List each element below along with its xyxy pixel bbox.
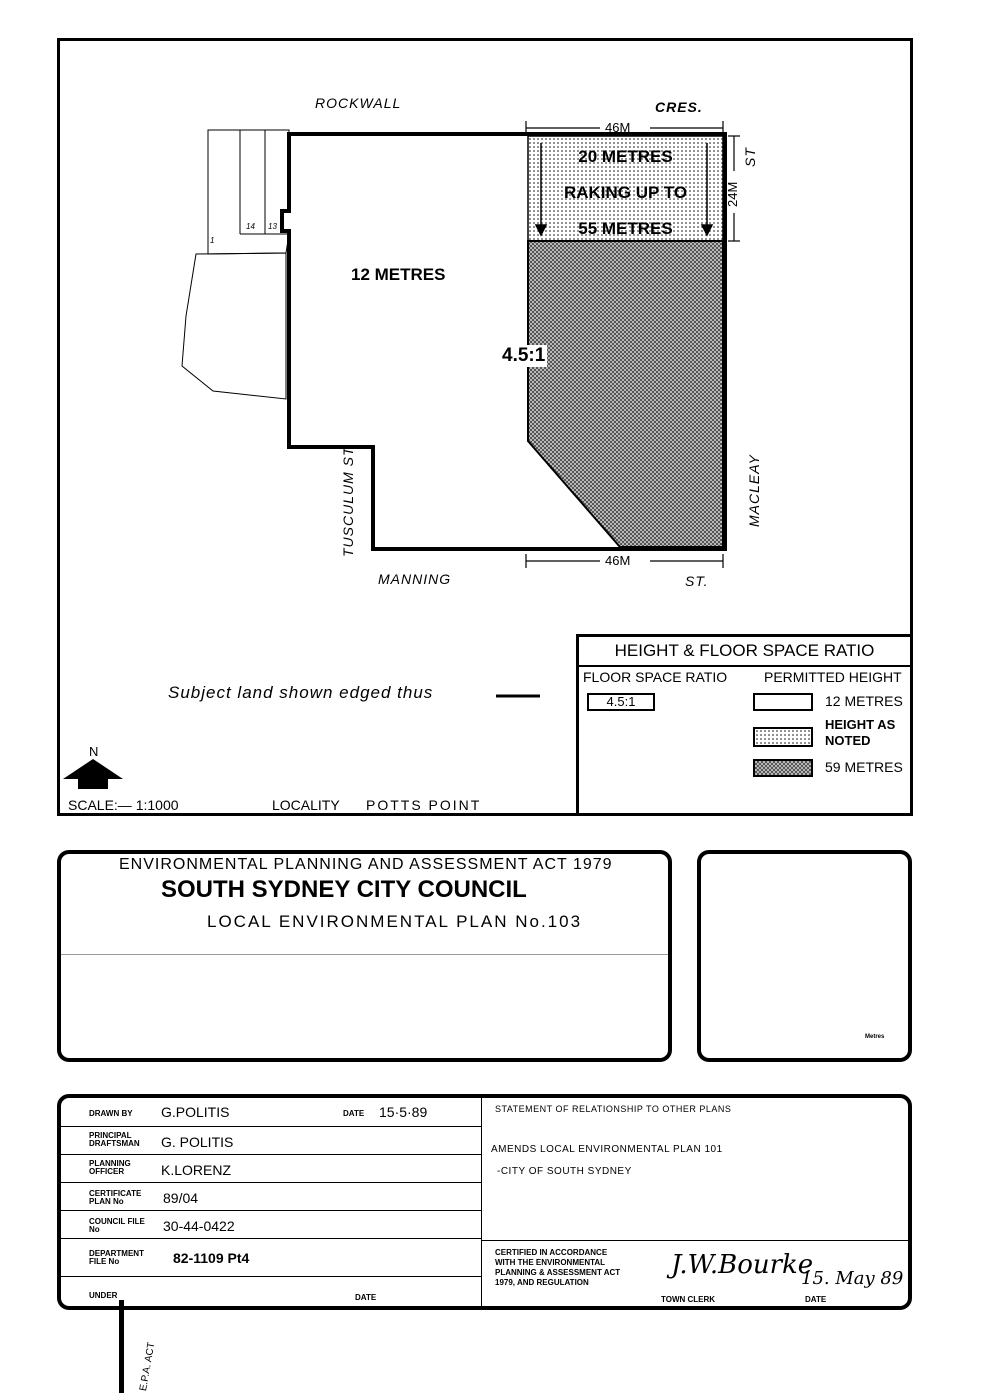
locality-value: POTTS POINT [366,797,482,813]
statement-line: -CITY OF SOUTH SYDNEY [497,1166,632,1177]
zone-12-label: 12 METRES [351,265,446,284]
planning-value: K.LORENZ [161,1162,232,1178]
row-planning [61,1154,481,1183]
legend [576,634,913,816]
legend-label: HEIGHT AS NOTED [825,717,896,748]
plan-divider [61,954,668,955]
street-cres: CRES. [655,99,703,115]
scale-label: SCALE:— 1:1000 [68,797,179,813]
principal-value: G. POLITIS [161,1134,234,1150]
legend-title: HEIGHT & FLOOR SPACE RATIO [579,637,910,667]
binding-mark [119,1300,124,1393]
zone-raking-line: 55 METRES [578,219,673,238]
legend-swatch-noted [753,727,813,747]
lot-number: 14 [246,222,255,231]
dimension-bottom: 46M [605,553,631,568]
certified-line: PLANNING & ASSESSMENT ACT [495,1268,621,1277]
row-council-file [61,1210,481,1239]
north-arrow-icon [63,759,123,789]
legend-swatch-59 [753,759,813,777]
legend-fsr-header: FLOOR SPACE RATIO [583,669,728,685]
street-tusculum: TUSCULUM ST [340,446,356,557]
cert-label: CERTIFICATE PLAN No [89,1189,142,1206]
certified-line: CERTIFIED IN ACCORDANCE [495,1248,608,1257]
epa-stamp: E.P.A. ACT [138,1341,158,1392]
plan-name: LOCAL ENVIRONMENTAL PLAN No.103 [207,912,583,931]
plan-title-panel [57,850,672,1062]
statement-line: AMENDS LOCAL ENVIRONMENTAL PLAN 101 [491,1144,723,1155]
statement-header: STATEMENT OF RELATIONSHIP TO OTHER PLANS [495,1104,732,1114]
row-dept-file [61,1238,481,1277]
street-rockwall: ROCKWALL [315,95,402,111]
certified-line: 1979, AND REGULATION [495,1278,589,1287]
street-st-right: ST [742,147,758,167]
legend-fsr-value: 4.5:1 [587,693,655,711]
planning-label: PLANNING OFFICER [89,1159,131,1176]
cert-value: 89/04 [163,1190,199,1206]
title-block-divider [481,1098,482,1306]
dimension-top: 46M [605,120,631,135]
legend-swatch-12 [753,693,813,711]
date-label: DATE [343,1109,365,1118]
lot-number: 13 [268,222,277,231]
date-value: 15·5·89 [379,1104,428,1120]
under-date-label: DATE [355,1293,377,1302]
town-clerk-label: TOWN CLERK [661,1295,716,1304]
fsr-label: 4.5:1 [502,345,546,366]
metres-label: Metres [865,1034,885,1040]
legend-height-header: PERMITTED HEIGHT [764,669,902,685]
legend-label: 59 METRES [825,759,903,775]
street-manning: MANNING [378,571,452,587]
locality-label: LOCALITY [272,797,340,813]
principal-label: PRINCIPAL DRAFTSMAN [89,1131,140,1148]
street-st-bottom: ST. [685,573,709,589]
street-macleay: MACLEAY [746,454,762,527]
plan-map-panel [697,850,912,1062]
row-certificate [61,1182,481,1211]
council-file-label: COUNCIL FILE No [89,1217,145,1234]
dimension-right: 24M [725,181,740,207]
zone-raking-label [528,139,723,247]
title-block [57,1094,912,1310]
legend-label: 12 METRES [825,693,903,709]
subject-land-note: Subject land shown edged thus [168,683,434,702]
zone-raking-line: RAKING UP TO [563,183,688,202]
under-label: UNDER [89,1291,118,1300]
dept-file-value: 82-1109 Pt4 [173,1250,250,1266]
zone-raking-line: 20 METRES [578,147,673,166]
drawn-by-label: DRAWN BY [89,1109,133,1118]
adjoining-lots [182,130,289,399]
certified-line: WITH THE ENVIRONMENTAL [495,1258,606,1267]
drawn-by-value: G.POLITIS [161,1104,230,1120]
signature: J.W.Bourke [671,1250,814,1280]
dept-file-label: DEPARTMENT FILE No [89,1249,144,1266]
row-drawn-by [61,1098,481,1127]
north-label: N [89,744,99,759]
row-principal [61,1126,481,1155]
council-file-value: 30-44-0422 [163,1218,235,1234]
sign-date-label: DATE [805,1295,827,1304]
certified-text [495,1248,620,1288]
plan-council: SOUTH SYDNEY CITY COUNCIL [161,876,527,903]
plan-act: ENVIRONMENTAL PLANNING AND ASSESSMENT ACT 1979 [119,856,613,873]
lot-number: 1 [210,236,215,245]
cert-divider [481,1240,908,1241]
sign-date: 15. May 89 [801,1268,904,1289]
